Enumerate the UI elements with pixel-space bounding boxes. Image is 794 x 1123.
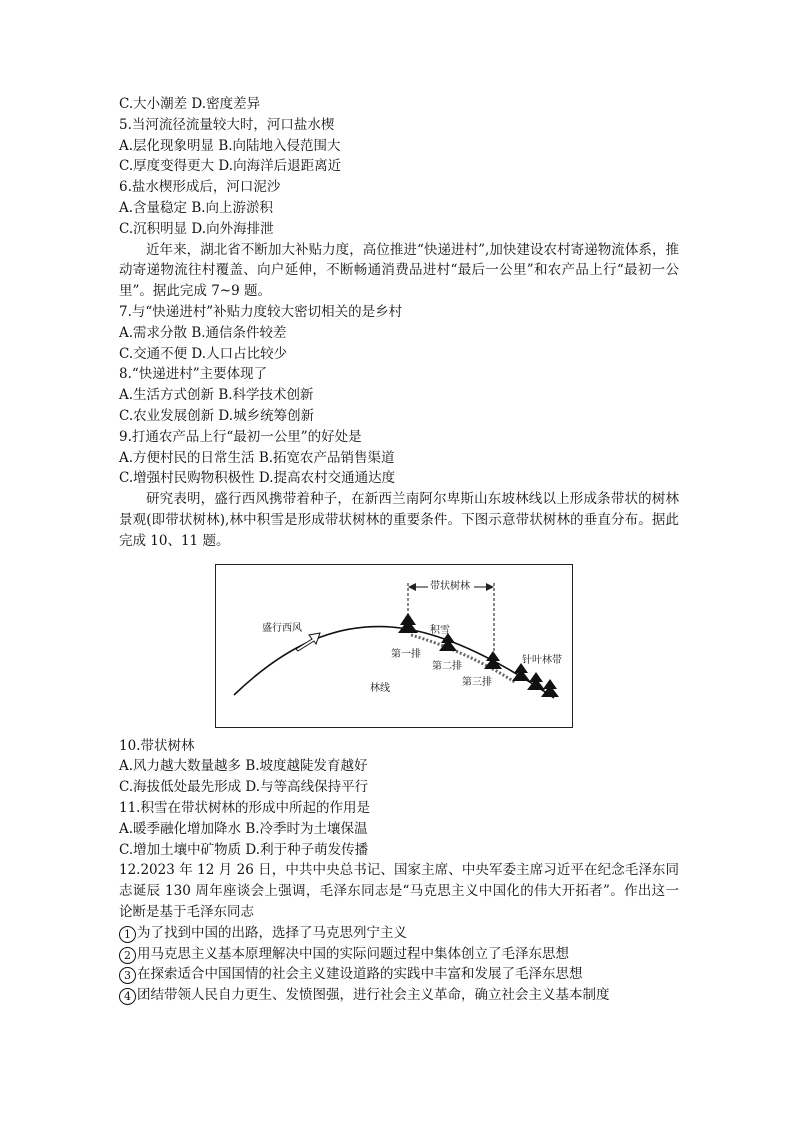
q8-options-cd: C.农业发展创新 D.城乡统筹创新 bbox=[119, 407, 315, 424]
label-row2: 第二排 bbox=[432, 660, 462, 672]
q10-options-cd: C.海拔低处最先形成 D.与等高线保持平行 bbox=[119, 779, 369, 796]
mountain-slope bbox=[234, 626, 554, 697]
q12-item-4 bbox=[119, 985, 679, 1006]
q12-item-2 bbox=[119, 944, 679, 965]
conifer-icon-3 bbox=[541, 679, 559, 697]
circled-number-1: 1 bbox=[119, 926, 136, 943]
q5-options-cd: C.厚度变得更大 D.向海洋后退距离近 bbox=[119, 158, 342, 175]
label-band-forest: 带状树林 bbox=[430, 580, 470, 592]
q10-options-ab: A.风力越大数量越多 B.坡度越陡发育越好 bbox=[119, 758, 368, 775]
q4-options-cd: C.大小潮差 D.密度差异 bbox=[119, 96, 261, 112]
circled-number-4: 4 bbox=[119, 988, 136, 1005]
circled-number-3: 3 bbox=[119, 967, 136, 984]
label-row3: 第三排 bbox=[462, 676, 492, 688]
snow-band bbox=[411, 635, 516, 683]
q9-options-ab: A.方便村民的日常生活 B.拓宽农产品销售渠道 bbox=[119, 449, 395, 466]
q11-options-cd: C.增加土壤中矿物质 D.利于种子萌发传播 bbox=[119, 841, 369, 858]
q12-item-3-text: 在探索适合中国国情的社会主义建设道路的实践中丰富和发展了毛泽东思想 bbox=[137, 966, 583, 983]
q8-stem: 8.“快递进村”主要体现了 bbox=[119, 366, 268, 383]
q12-item-1 bbox=[119, 923, 679, 944]
q12-item-3 bbox=[119, 964, 679, 985]
label-row1: 第一排 bbox=[391, 648, 421, 660]
westerly-arrow bbox=[296, 633, 320, 651]
q12-item-4-text: 团结带领人民自力更生、发愤图强，进行社会主义革命，确立社会主义基本制度 bbox=[137, 987, 610, 1004]
q6-options-cd: C.沉积明显 D.向外海排泄 bbox=[119, 220, 274, 237]
q7-options-ab: A.需求分散 B.通信条件较差 bbox=[119, 324, 287, 341]
q9-stem: 9.打通农产品上行“最初一公里”的好处是 bbox=[119, 428, 362, 445]
band-forest-diagram bbox=[215, 564, 573, 728]
q12-item-2-text: 用马克思主义基本原理解决中国的实际问题过程中集体创立了毛泽东思想 bbox=[137, 945, 569, 962]
tree-row1-icon bbox=[398, 613, 418, 633]
q9-options-cd: C.增强村民购物积极性 D.提高农村交通通达度 bbox=[119, 470, 396, 487]
conifer-icon-2 bbox=[527, 672, 545, 690]
q11-options-ab: A.暖季融化增加降水 B.冷季时为土壤保温 bbox=[119, 820, 368, 837]
exam-page bbox=[119, 94, 679, 1006]
label-conifer: 针叶林带 bbox=[522, 654, 562, 666]
q5-stem: 5.当河流径流量较大时，河口盐水楔 bbox=[119, 116, 335, 133]
circled-number-2: 2 bbox=[119, 947, 136, 964]
label-treeline: 林线 bbox=[370, 682, 390, 694]
q12-item-1-text: 为了找到中国的出路，选择了马克思列宁主义 bbox=[137, 924, 407, 941]
q5-options-ab: A.层化现象明显 B.向陆地入侵范围大 bbox=[119, 137, 341, 154]
q10-stem: 10.带状树林 bbox=[119, 737, 195, 754]
passage-band-forest: 研究表明，盛行西风携带着种子，在新西兰南阿尔卑斯山东坡林线以上形成条带状的树林景观(即带状树林),林中积雪是形成带状树林的重要条件。下图示意带状树林的垂直分布。据此完成 10、11 题。 bbox=[119, 491, 679, 549]
q7-stem: 7.与“快递进村”补贴力度较大密切相关的是乡村 bbox=[119, 303, 403, 320]
q8-options-ab: A.生活方式创新 B.科学技术创新 bbox=[119, 387, 314, 404]
label-snow: 积雪 bbox=[430, 624, 450, 636]
q6-options-ab: A.含量稳定 B.向上游淤积 bbox=[119, 199, 274, 216]
q11-stem: 11.积雪在带状树林的形成中所起的作用是 bbox=[119, 799, 370, 816]
q12-stem: 12.2023 年 12 月 26 日，中共中央总书记、国家主席、中央军委主席习近平在纪念毛泽东同志诞辰 130 周年座谈会上强调，毛泽东同志是“马克思主义中国化的伟大开拓者”。作出这一论断是基于毛泽东同志 bbox=[119, 862, 679, 920]
q6-stem: 6.盐水楔形成后，河口泥沙 bbox=[119, 179, 281, 196]
passage-express-delivery: 近年来，湖北省不断加大补贴力度，高位推进“快递进村”,加快建设农村寄递物流体系，推动寄递物流往村覆盖、向户延伸，不断畅通消费品进村“最后一公里”和农产品上行“最初一公里”。据此完成 7~9 题。 bbox=[119, 241, 679, 300]
diagram-svg bbox=[216, 565, 572, 727]
q7-options-cd: C.交通不便 D.人口占比较少 bbox=[119, 345, 288, 362]
tree-row3-icon bbox=[484, 651, 502, 669]
label-westerly: 盛行西风 bbox=[262, 622, 302, 634]
